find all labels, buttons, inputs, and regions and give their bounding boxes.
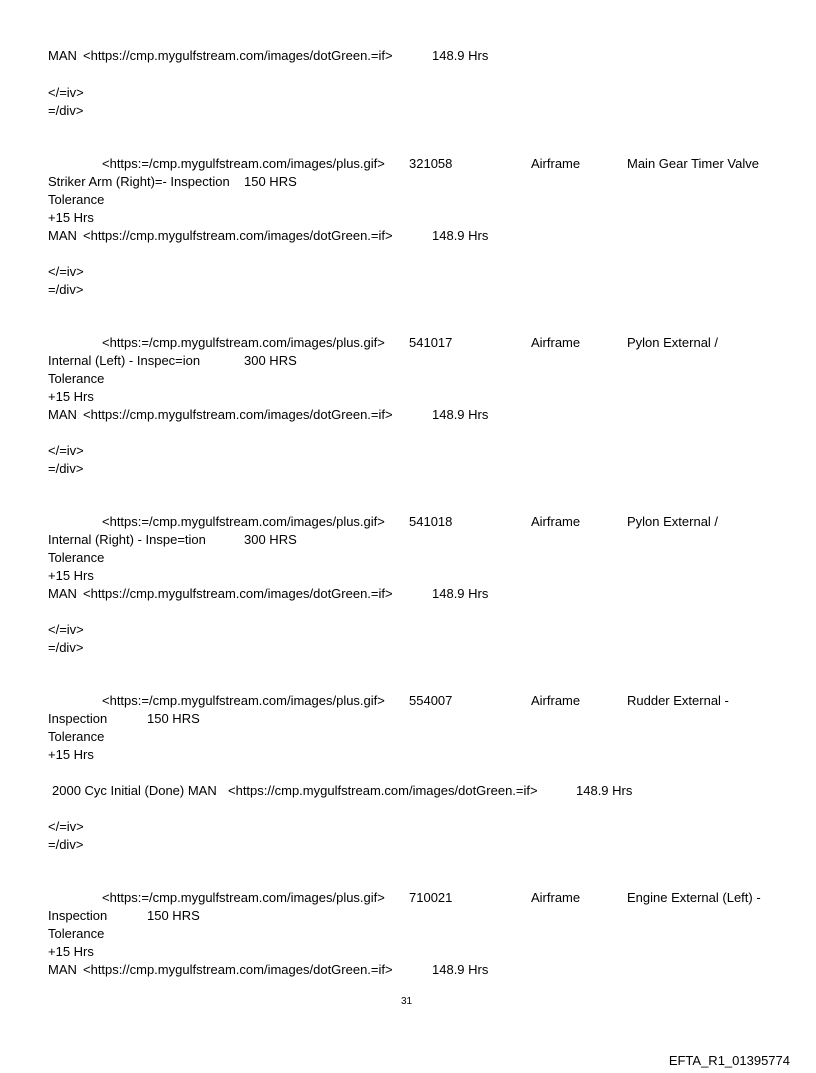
task-title-end: Internal (Right) - Inspe=tion	[48, 532, 206, 547]
task-category: Airframe	[531, 693, 581, 708]
task-title-start: Rudder External -	[627, 693, 729, 708]
task-title-end: Inspection	[48, 908, 108, 923]
dot-green-link[interactable]: <https://cmp.mygulfstream.com/images/dotGreen.=if>	[83, 586, 393, 601]
hours-value: 148.9 Hrs	[432, 228, 489, 243]
hours-value: 148.9 Hrs	[576, 783, 633, 798]
task-title-start: Pylon External /	[627, 335, 719, 350]
tolerance-value: +15 Hrs	[48, 568, 94, 583]
task-title-start: Main Gear Timer Valve	[627, 156, 759, 171]
tolerance-label: Tolerance	[48, 371, 105, 386]
man-label: MAN	[48, 407, 77, 422]
dot-green-link[interactable]: <https://cmp.mygulfstream.com/images/dotGreen.=if>	[228, 783, 538, 798]
plus-link[interactable]: <https:=/cmp.mygulfstream.com/images/plus.gif>	[102, 156, 385, 171]
closing-div-tag: =/div>	[48, 837, 84, 852]
closing-div-tag: =/div>	[48, 640, 84, 655]
task-title-end: Inspection	[48, 711, 108, 726]
task-code: 541018	[409, 514, 453, 529]
hours-value: 148.9 Hrs	[432, 407, 489, 422]
task-category: Airframe	[531, 335, 581, 350]
closing-iv-tag: </=iv>	[48, 264, 84, 279]
dot-green-link[interactable]: <https://cmp.mygulfstream.com/images/dotGreen.=if>	[83, 228, 393, 243]
task-title-end: Internal (Left) - Inspec=ion	[48, 353, 201, 368]
closing-iv-tag: </=iv>	[48, 85, 84, 100]
tolerance-label: Tolerance	[48, 729, 105, 744]
closing-iv-tag: </=iv>	[48, 622, 84, 637]
man-label: MAN	[48, 228, 77, 243]
task-interval: 150 HRS	[244, 174, 297, 189]
dot-green-link[interactable]: <https://cmp.mygulfstream.com/images/dotGreen.=if>	[83, 407, 393, 422]
task-code: 321058	[409, 156, 453, 171]
dot-green-link[interactable]: <https://cmp.mygulfstream.com/images/dotGreen.=if>	[83, 48, 393, 63]
tolerance-value: +15 Hrs	[48, 210, 94, 225]
closing-iv-tag: </=iv>	[48, 443, 84, 458]
tolerance-label: Tolerance	[48, 192, 105, 207]
task-title-start: Pylon External /	[627, 514, 719, 529]
task-interval: 150 HRS	[147, 711, 200, 726]
task-interval: 150 HRS	[147, 908, 200, 923]
man-label: MAN	[48, 48, 77, 63]
task-code: 710021	[409, 890, 453, 905]
tolerance-value: +15 Hrs	[48, 389, 94, 404]
task-category: Airframe	[531, 514, 581, 529]
closing-div-tag: =/div>	[48, 461, 84, 476]
hours-value: 148.9 Hrs	[432, 48, 489, 63]
tolerance-label: Tolerance	[48, 926, 105, 941]
bates-number: EFTA_R1_01395774	[668, 1053, 790, 1068]
cycle-initial-label: 2000 Cyc Initial (Done) MAN	[52, 783, 217, 798]
page-number: 31	[401, 996, 413, 1007]
dot-green-link[interactable]: <https://cmp.mygulfstream.com/images/dotGreen.=if>	[83, 962, 393, 977]
man-label: MAN	[48, 962, 77, 977]
plus-link[interactable]: <https:=/cmp.mygulfstream.com/images/plus.gif>	[102, 335, 385, 350]
tolerance-value: +15 Hrs	[48, 747, 94, 762]
plus-link[interactable]: <https:=/cmp.mygulfstream.com/images/plus.gif>	[102, 693, 385, 708]
hours-value: 148.9 Hrs	[432, 962, 489, 977]
plus-link[interactable]: <https:=/cmp.mygulfstream.com/images/plus.gif>	[102, 890, 385, 905]
task-interval: 300 HRS	[244, 532, 297, 547]
task-category: Airframe	[531, 890, 581, 905]
task-category: Airframe	[531, 156, 581, 171]
task-code: 541017	[409, 335, 453, 350]
task-interval: 300 HRS	[244, 353, 297, 368]
closing-iv-tag: </=iv>	[48, 819, 84, 834]
task-title-end: Striker Arm (Right)=- Inspection	[48, 174, 230, 189]
closing-div-tag: =/div>	[48, 103, 84, 118]
hours-value: 148.9 Hrs	[432, 586, 489, 601]
man-label: MAN	[48, 586, 77, 601]
task-code: 554007	[409, 693, 453, 708]
closing-div-tag: =/div>	[48, 282, 84, 297]
task-title-start: Engine External (Left) -	[627, 890, 761, 905]
plus-link[interactable]: <https:=/cmp.mygulfstream.com/images/plus.gif>	[102, 514, 385, 529]
tolerance-label: Tolerance	[48, 550, 105, 565]
tolerance-value: +15 Hrs	[48, 944, 94, 959]
